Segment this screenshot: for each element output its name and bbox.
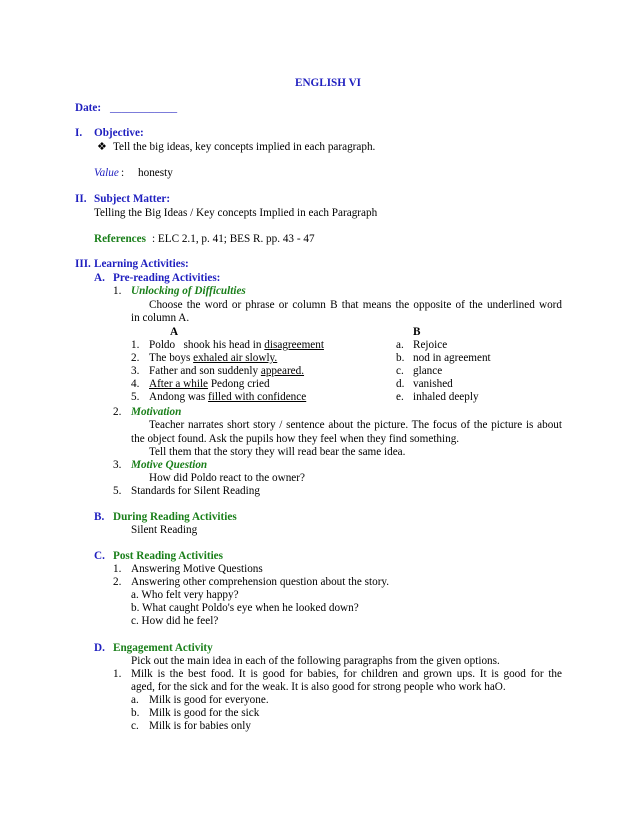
option-letter: b. xyxy=(131,707,140,719)
vocab-underlined-word: filled with confidence xyxy=(208,391,307,403)
vocab-option-text: vanished xyxy=(413,378,453,390)
unlock-heading: Unlocking of Difficulties xyxy=(131,285,246,297)
vocab-sentence-pre: Father and son suddenly xyxy=(149,365,261,377)
learning-heading: Learning Activities: xyxy=(94,258,189,270)
standards-text: Standards for Silent Reading xyxy=(131,485,260,497)
value-colon: : xyxy=(121,167,125,179)
vocab-row-number: 3. xyxy=(131,365,140,377)
value-label: Value xyxy=(94,167,119,179)
subject-text: Telling the Big Ideas / Key concepts Implied in each Paragraph xyxy=(94,207,378,219)
unlock-num: 1. xyxy=(113,285,122,297)
motivation-line3: Tell them that the story they will read bear the same idea. xyxy=(149,446,406,458)
date-label: Date: xyxy=(75,102,102,114)
vocab-sentence-post: Pedong cried xyxy=(208,378,270,390)
post-item-num: 1. xyxy=(113,563,122,575)
vocab-option-letter: c. xyxy=(396,365,404,377)
subject-heading: Subject Matter: xyxy=(94,193,171,205)
vocab-row-number: 4. xyxy=(131,378,140,390)
vocab-underlined-word: exhaled air slowly. xyxy=(193,352,278,364)
objective-item: Tell the big ideas, key concepts implied in each paragraph. xyxy=(113,141,376,153)
vocab-option-letter: b. xyxy=(396,352,405,364)
engagement-instruction: Pick out the main idea in each of the following paragraphs from the given options. xyxy=(131,655,500,667)
vocab-underlined-word: After a while xyxy=(149,378,209,390)
section-num-i: I. xyxy=(75,127,83,139)
post-letter: C. xyxy=(94,550,105,562)
references-label: References xyxy=(94,233,146,245)
vocab-option-letter: a. xyxy=(396,339,404,351)
pre-heading: Pre-reading Activities: xyxy=(113,272,221,284)
engagement-letter: D. xyxy=(94,642,105,654)
post-heading: Post Reading Activities xyxy=(113,550,224,562)
option-text: Milk is for babies only xyxy=(149,720,251,732)
value-text: honesty xyxy=(138,167,173,179)
objective-heading: Objective: xyxy=(94,127,144,139)
diamond-bullet-icon: ❖ xyxy=(97,141,108,153)
column-a-header: A xyxy=(170,326,179,338)
vocab-row-number: 1. xyxy=(131,339,140,351)
vocab-option-letter: d. xyxy=(396,378,405,390)
engagement-paragraph-line2: aged, for the sick and for the weak. It is also good for strong people who work haO. xyxy=(131,681,506,693)
vocab-row-number: 5. xyxy=(131,391,140,403)
engagement-heading: Engagement Activity xyxy=(113,642,213,654)
during-text: Silent Reading xyxy=(131,524,198,536)
vocab-sentence-pre: The boys xyxy=(149,352,194,364)
vocab-option-text: Rejoice xyxy=(413,339,448,351)
motive-num: 3. xyxy=(113,459,122,471)
engagement-paragraph-line1: Milk is the best food. It is good for babies, for children and grown ups. It is good for the xyxy=(131,668,562,680)
vocab-option-text: glance xyxy=(413,365,443,377)
unlock-instruction-line1: Choose the word or phrase or column B that means the opposite of the underlined word xyxy=(149,299,562,311)
option-text: Milk is good for the sick xyxy=(149,707,260,719)
vocab-option-text: inhaled deeply xyxy=(413,391,479,403)
standards-num: 5. xyxy=(113,485,122,497)
post-item-text: Answering other comprehension question about the story. xyxy=(131,576,390,588)
engagement-item-num: 1. xyxy=(113,668,122,680)
post-sub-question: c. How did he feel? xyxy=(131,615,219,627)
vocab-underlined-word: disagreement xyxy=(264,339,324,351)
option-letter: c. xyxy=(131,720,139,732)
post-sub-question: b. What caught Poldo's eye when he looked down? xyxy=(131,602,359,614)
vocab-sentence xyxy=(149,339,324,352)
section-num-ii: II. xyxy=(75,193,87,205)
pre-letter: A. xyxy=(94,272,105,284)
vocab-sentence xyxy=(149,378,270,391)
vocab-option-text: nod in agreement xyxy=(413,352,491,364)
option-text: Milk is good for everyone. xyxy=(149,694,269,706)
post-sub-question: a. Who felt very happy? xyxy=(131,589,239,601)
option-letter: a. xyxy=(131,694,139,706)
post-item-num: 2. xyxy=(113,576,122,588)
vocab-row-number: 2. xyxy=(131,352,140,364)
page-title: ENGLISH VI xyxy=(295,77,362,89)
vocab-sentence-pre: Andong was xyxy=(149,391,209,403)
vocab-sentence xyxy=(149,365,304,378)
vocab-option-letter: e. xyxy=(396,391,404,403)
vocab-underlined-word: appeared. xyxy=(260,365,305,377)
motive-heading: Motive Question xyxy=(131,459,208,471)
motivation-heading: Motivation xyxy=(131,406,182,418)
column-b-header: B xyxy=(413,326,421,338)
vocab-sentence xyxy=(149,391,306,404)
date-blank: ____________ xyxy=(110,102,178,114)
motivation-line1: Teacher narrates short story / sentence about the picture. The focus of the picture is about xyxy=(149,419,562,431)
during-letter: B. xyxy=(94,511,105,523)
references-text: : ELC 2.1, p. 41; BES R. pp. 43 - 47 xyxy=(152,233,315,245)
during-heading: During Reading Activities xyxy=(113,511,237,523)
motivation-num: 2. xyxy=(113,406,122,418)
motive-text: How did Poldo react to the owner? xyxy=(149,472,305,484)
unlock-instruction-line2: in column A. xyxy=(131,312,190,324)
vocab-sentence-pre: Poldo shook his head in xyxy=(149,339,265,351)
motivation-line2: the object found. Ask the pupils how they feel when they find something. xyxy=(131,433,460,445)
vocab-sentence xyxy=(149,352,277,365)
section-num-iii: III. xyxy=(75,258,91,270)
post-item-text: Answering Motive Questions xyxy=(131,563,263,575)
